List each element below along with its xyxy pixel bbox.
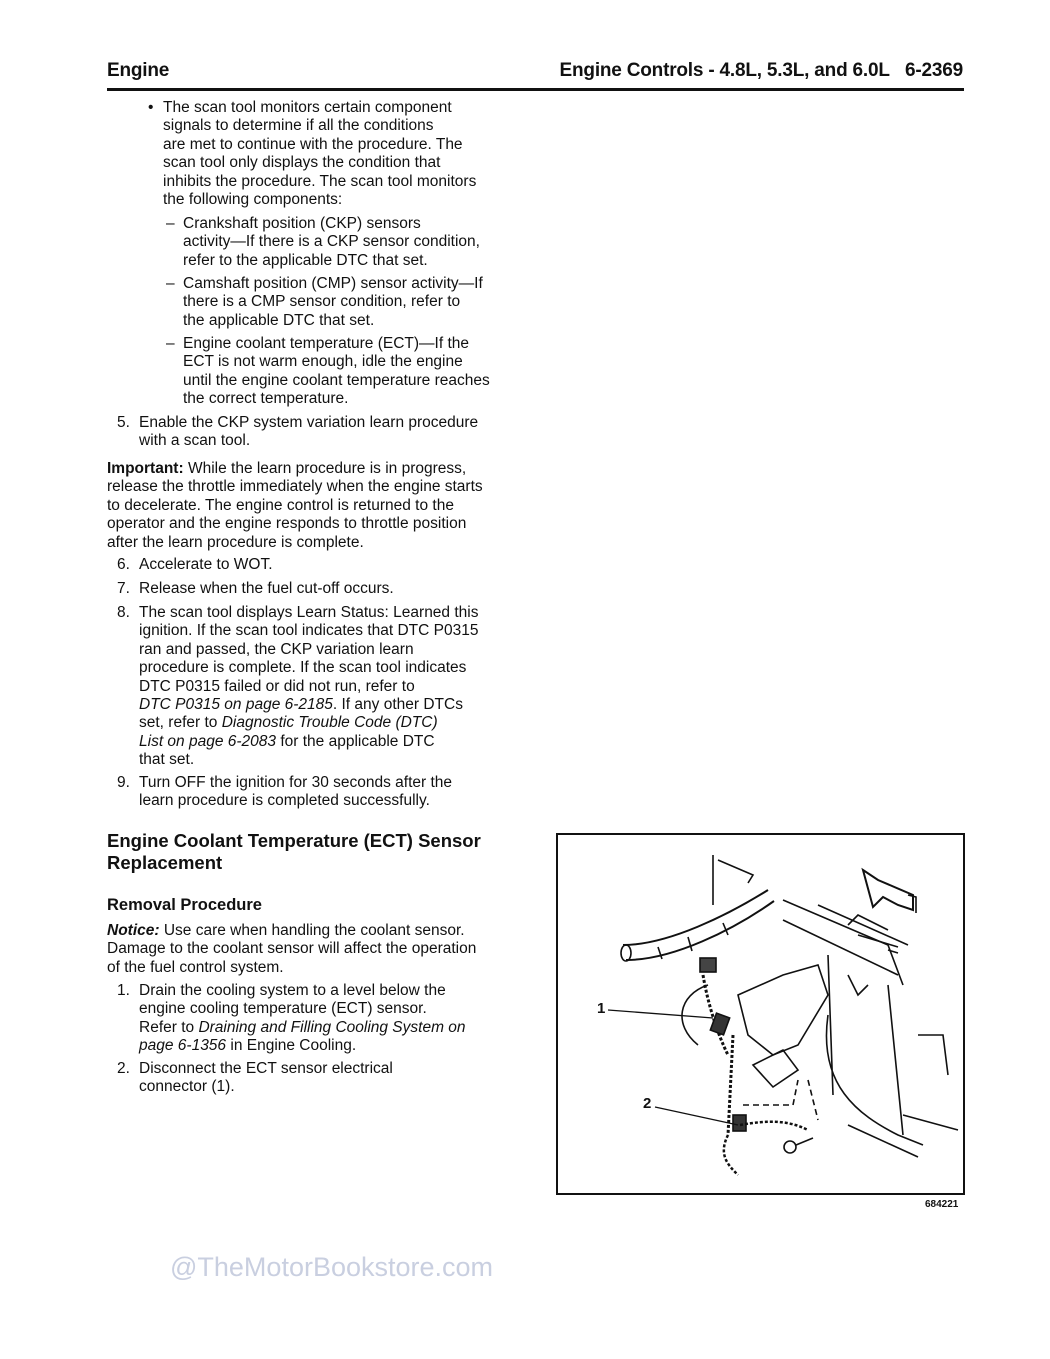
- text-line: Drain the cooling system to a level below the: [139, 982, 446, 999]
- text-line: Disconnect the ECT sensor electrical: [139, 1060, 393, 1077]
- watermark: @TheMotorBookstore.com: [170, 1252, 494, 1282]
- bullet-text: [163, 99, 476, 209]
- step6-text: [139, 556, 273, 574]
- dash1-text: [183, 215, 480, 270]
- notice-text: [107, 922, 476, 977]
- section-heading-line1: Engine Coolant Temperature (ECT) Sensor: [107, 830, 481, 851]
- step9-text: [139, 774, 452, 811]
- text-segment: Notice:: [107, 922, 160, 939]
- text-line: signals to determine if all the conditions: [163, 117, 434, 135]
- text-segment: While the learn procedure is in progress,: [183, 460, 467, 477]
- list-marker: 1.: [117, 982, 130, 999]
- section-heading: [107, 830, 481, 874]
- cross-reference-link[interactable]: page 6-1356: [139, 1037, 227, 1055]
- text-segment: in Engine Cooling.: [226, 1037, 357, 1055]
- list-marker: •: [148, 99, 154, 116]
- list-marker: 5.: [117, 414, 130, 431]
- text-line: Crankshaft position (CKP) sensors: [183, 215, 421, 232]
- text-line: the applicable DTC that set.: [183, 311, 375, 329]
- text-segment: . If any other DTCs: [332, 696, 463, 714]
- figure-id: 684221: [925, 1199, 959, 1210]
- text-line: the following components:: [163, 191, 343, 209]
- text-line: learn procedure is completed successfully.: [139, 792, 430, 810]
- text-segment: Refer to: [139, 1018, 199, 1036]
- text-line: Damage to the coolant sensor will affect the operation: [107, 940, 477, 958]
- text-segment: for the applicable DTC: [276, 732, 435, 750]
- cross-reference-link[interactable]: List on page 6-2083: [139, 732, 277, 750]
- list-marker: 9.: [117, 774, 130, 791]
- text-line: are met to continue with the procedure. The: [163, 135, 463, 153]
- step5-text: [139, 414, 478, 451]
- list-marker: 6.: [117, 556, 130, 573]
- illustration-ect-sensor: [556, 833, 965, 1195]
- list-marker: 7.: [117, 580, 130, 597]
- text-segment: set, refer to: [139, 714, 222, 732]
- text-line: refer to the applicable DTC that set.: [183, 251, 428, 269]
- text-line: connector (1).: [139, 1078, 235, 1096]
- text-line: after the learn procedure is complete.: [107, 533, 364, 551]
- text-line: ignition. If the scan tool indicates that DTC P0315: [139, 622, 479, 640]
- callout-leaders: [558, 835, 963, 1193]
- text-line: DTC P0315 failed or did not run, refer to: [139, 677, 415, 695]
- list-marker: 2.: [117, 1060, 130, 1077]
- text-segment: Important:: [107, 460, 184, 477]
- list-marker: –: [166, 335, 175, 352]
- rstep1-text: [139, 982, 466, 1056]
- text-line: [139, 1037, 466, 1055]
- text-line: The scan tool monitors certain component: [163, 99, 452, 116]
- step8-text: [139, 604, 478, 770]
- text-line: The scan tool displays Learn Status: Learned this: [139, 604, 479, 621]
- text-line: that set.: [139, 751, 195, 769]
- text-line: of the fuel control system.: [107, 958, 284, 976]
- text-line: there is a CMP sensor condition, refer to: [183, 293, 461, 311]
- text-line: release the throttle immediately when the engine starts: [107, 478, 483, 496]
- text-line: [139, 1019, 466, 1037]
- text-line: Enable the CKP system variation learn procedure: [139, 414, 479, 431]
- callout-2: 2: [643, 1095, 652, 1112]
- text-line: inhibits the procedure. The scan tool monitors: [163, 172, 477, 190]
- cross-reference-link[interactable]: DTC P0315 on page 6-2185: [139, 696, 333, 714]
- list-marker: –: [166, 275, 175, 292]
- section-heading-line2: Replacement: [107, 852, 223, 873]
- page-number: 6-2369: [905, 60, 963, 81]
- text-segment: Use care when handling the coolant sensor.: [159, 922, 465, 939]
- text-line: ran and passed, the CKP variation learn: [139, 640, 414, 658]
- cross-reference-link[interactable]: Draining and Filling Cooling System on: [198, 1018, 466, 1036]
- text-line: activity—If there is a CKP sensor condition,: [183, 233, 480, 251]
- text-line: [139, 733, 478, 751]
- text-line: engine cooling temperature (ECT) sensor.: [139, 1000, 427, 1018]
- running-header-section: Engine: [107, 60, 170, 81]
- text-line: with a scan tool.: [139, 432, 251, 450]
- important-text: [107, 460, 483, 552]
- dash3-text: [183, 335, 490, 409]
- text-line: [139, 714, 478, 732]
- text-line: Accelerate to WOT.: [139, 556, 273, 573]
- text-line: [139, 696, 478, 714]
- cross-reference-link[interactable]: Diagnostic Trouble Code (DTC): [221, 714, 438, 732]
- text-line: operator and the engine responds to throttle position: [107, 515, 467, 533]
- text-line: the correct temperature.: [183, 390, 349, 408]
- text-line: Release when the fuel cut-off occurs.: [139, 580, 394, 597]
- list-marker: 8.: [117, 604, 130, 621]
- rstep2-text: [139, 1060, 393, 1097]
- list-marker: –: [166, 215, 175, 232]
- running-header-title: [560, 60, 963, 82]
- text-line: [107, 922, 476, 940]
- text-line: procedure is complete. If the scan tool indicates: [139, 659, 467, 677]
- text-line: [107, 460, 483, 478]
- header-title: Engine Controls - 4.8L, 5.3L, and 6.0L: [559, 60, 890, 81]
- text-line: scan tool only displays the condition that: [163, 154, 441, 172]
- header-rule: [107, 88, 964, 91]
- text-line: Engine coolant temperature (ECT)—If the: [183, 335, 470, 352]
- text-line: to decelerate. The engine control is returned to the: [107, 496, 454, 514]
- text-line: ECT is not warm enough, idle the engine: [183, 353, 463, 371]
- text-line: until the engine coolant temperature reaches: [183, 371, 490, 389]
- callout-1: 1: [597, 1000, 606, 1017]
- step7-text: [139, 580, 394, 598]
- text-line: Turn OFF the ignition for 30 seconds after the: [139, 774, 453, 791]
- text-line: Camshaft position (CMP) sensor activity—If: [183, 275, 483, 292]
- removal-procedure-heading: Removal Procedure: [107, 896, 262, 914]
- dash2-text: [183, 275, 483, 330]
